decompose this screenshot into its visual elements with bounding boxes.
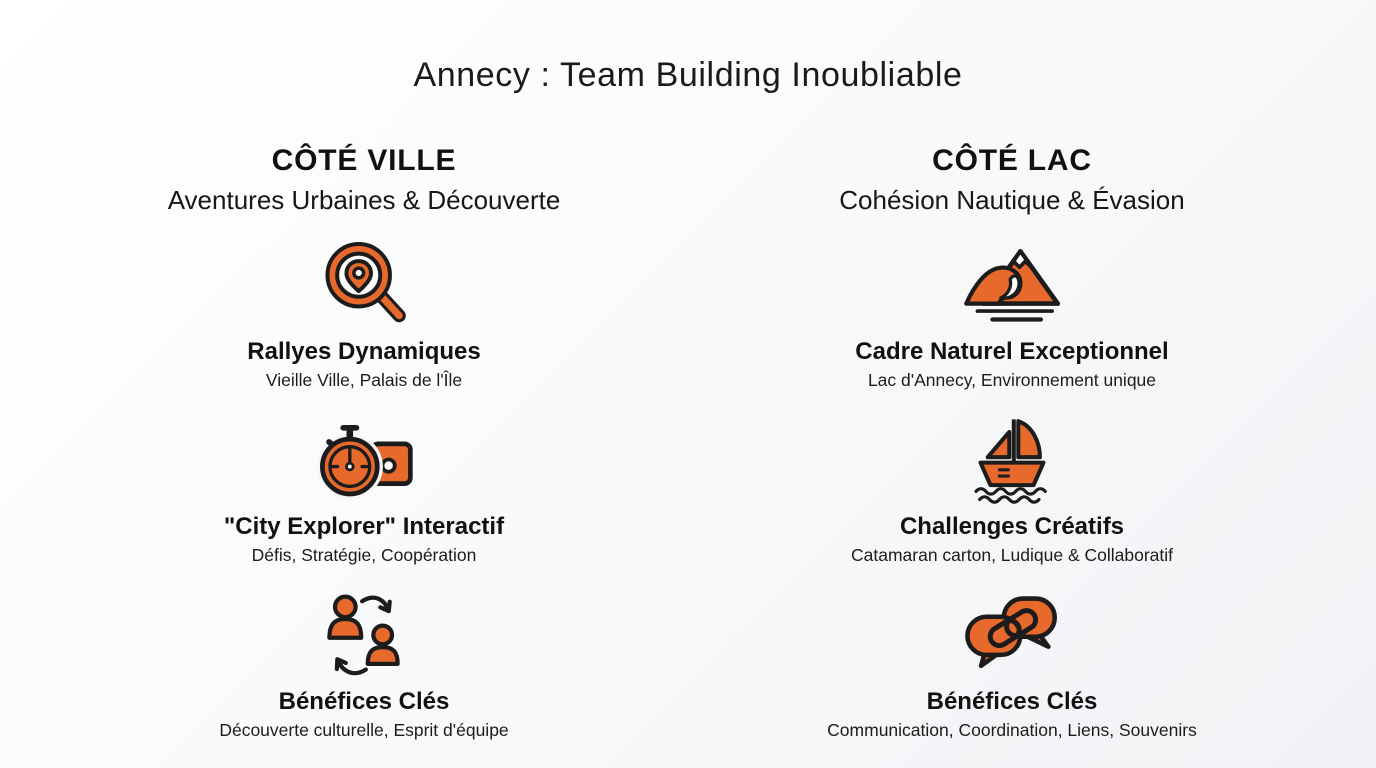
- column-ville-subtitle: Aventures Urbaines & Découverte: [167, 185, 561, 215]
- column-ville: [40, 144, 688, 741]
- item-subtitle: Communication, Coordination, Liens, Souvenirs: [827, 720, 1197, 740]
- columns-container: [40, 144, 1336, 741]
- item-title: Challenges Créatifs: [899, 513, 1125, 540]
- people-exchange-icon: [316, 591, 412, 682]
- mountain-wave-icon: [960, 242, 1064, 331]
- list-item: [219, 591, 508, 741]
- item-subtitle: Vieille Ville, Palais de l'Île: [265, 370, 463, 390]
- column-lac-title: CÔTÉ LAC: [932, 144, 1092, 177]
- stopwatch-puzzle-icon: [312, 415, 416, 508]
- list-item: [851, 416, 1173, 566]
- page-title: Annecy : Team Building Inoubliable: [413, 56, 963, 94]
- column-lac: [688, 144, 1336, 741]
- item-title: Bénéfices Clés: [278, 688, 450, 715]
- item-subtitle: Défis, Stratégie, Coopération: [251, 545, 477, 565]
- list-item: [224, 416, 504, 566]
- sailboat-icon: [966, 414, 1058, 509]
- list-item: [827, 591, 1197, 741]
- column-lac-subtitle: Cohésion Nautique & Évasion: [839, 185, 1185, 215]
- list-item: [247, 241, 480, 391]
- search-location-icon: [316, 240, 412, 333]
- item-subtitle: Lac d'Annecy, Environnement unique: [867, 370, 1157, 390]
- item-title: "City Explorer" Interactif: [223, 513, 505, 540]
- chat-link-icon: [962, 593, 1062, 680]
- item-title: Cadre Naturel Exceptionnel: [855, 338, 1169, 365]
- item-subtitle: Catamaran carton, Ludique & Collaboratif: [851, 545, 1173, 565]
- item-title: Rallyes Dynamiques: [247, 338, 481, 365]
- item-subtitle: Découverte culturelle, Esprit d'équipe: [219, 720, 509, 740]
- column-ville-title: CÔTÉ VILLE: [271, 144, 457, 177]
- list-item: [855, 241, 1168, 391]
- item-title: Bénéfices Clés: [926, 688, 1098, 715]
